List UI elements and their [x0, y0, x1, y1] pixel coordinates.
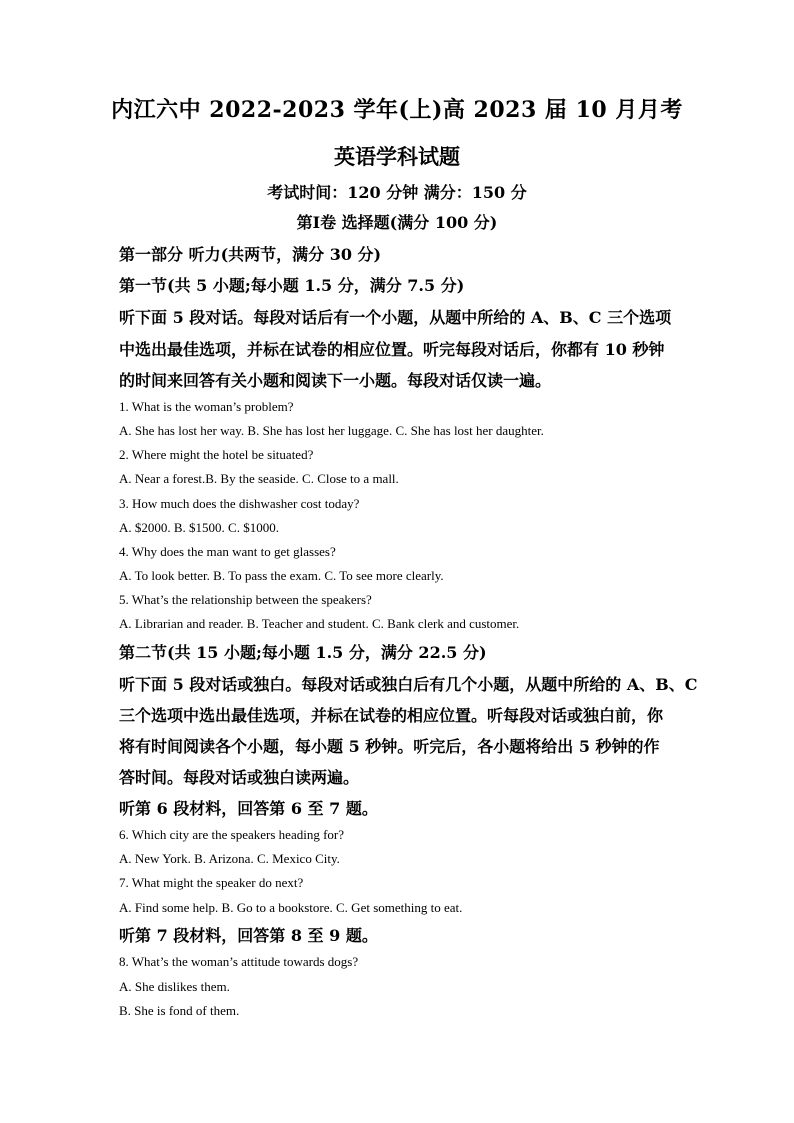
question-4: 4. Why does the man want to get glasses? [119, 544, 336, 559]
section1-instructions-line: 听下面 5 段对话。每段对话后有一个小题，从题中所给的 A、B、C 三个选项 [119, 308, 672, 327]
question-3: 3. How much does the dishwasher cost today? [119, 496, 360, 511]
material-6-heading: 听第 6 段材料，回答第 6 至 7 题。 [119, 799, 378, 818]
question-1-options: A. She has lost her way. B. She has lost her luggage. C. She has lost her daughter. [119, 423, 544, 438]
question-3-options: A. $2000. B. $1500. C. $1000. [119, 520, 279, 535]
section2-instructions-line: 将有时间阅读各个小题，每小题 5 秒钟。听完后，各小题将给出 5 秒钟的作 [119, 737, 660, 756]
question-4-options: A. To look better. B. To pass the exam. C. To see more clearly. [119, 568, 444, 583]
question-6: 6. Which city are the speakers heading for? [119, 827, 344, 842]
question-7: 7. What might the speaker do next? [119, 875, 304, 890]
part1-heading: 第一部分 听力(共两节，满分 30 分) [119, 245, 382, 264]
question-8-option-b: B. She is fond of them. [119, 1003, 240, 1018]
question-8-option-a: A. She dislikes them. [119, 979, 230, 994]
question-2: 2. Where might the hotel be situated? [119, 447, 314, 462]
section1-instructions-line: 的时间来回答有关小题和阅读下一小题。每段对话仅读一遍。 [119, 371, 552, 390]
exam-time-info: 考试时间：120 分钟 满分：150 分 [267, 183, 527, 202]
question-7-options: A. Find some help. B. Go to a bookstore. C. Get something to eat. [119, 900, 463, 915]
question-5-options: A. Librarian and reader. B. Teacher and student. C. Bank clerk and customer. [119, 616, 520, 631]
section1-instructions-line: 中选出最佳选项，并标在试卷的相应位置。听完每段对话后，你都有 10 秒钟 [119, 340, 665, 359]
question-1: 1. What is the woman’s problem? [119, 399, 294, 414]
exam-subject: 英语学科试题 [334, 144, 460, 169]
section1-heading: 第一节(共 5 小题;每小题 1.5 分，满分 7.5 分) [119, 276, 465, 295]
volume-heading: 第Ⅰ卷 选择题(满分 100 分) [296, 213, 498, 232]
section2-instructions-line: 听下面 5 段对话或独白。每段对话或独白后有几个小题，从题中所给的 A、B、C [119, 675, 698, 694]
section2-instructions-line: 三个选项中选出最佳选项，并标在试卷的相应位置。听每段对话或独白前，你 [119, 706, 664, 725]
section2-instructions-line: 答时间。每段对话或独白读两遍。 [119, 768, 360, 787]
question-5: 5. What’s the relationship between the speakers? [119, 592, 372, 607]
question-6-options: A. New York. B. Arizona. C. Mexico City. [119, 851, 340, 866]
exam-title: 内江六中 2022-2023 学年(上)高 2023 届 10 月月考 [111, 97, 683, 123]
material-7-heading: 听第 7 段材料，回答第 8 至 9 题。 [119, 926, 378, 945]
question-8: 8. What’s the woman’s attitude towards dogs? [119, 954, 359, 969]
question-2-options: A. Near a forest.B. By the seaside. C. Close to a mall. [119, 471, 399, 486]
section2-heading: 第二节(共 15 小题;每小题 1.5 分，满分 22.5 分) [119, 643, 487, 662]
